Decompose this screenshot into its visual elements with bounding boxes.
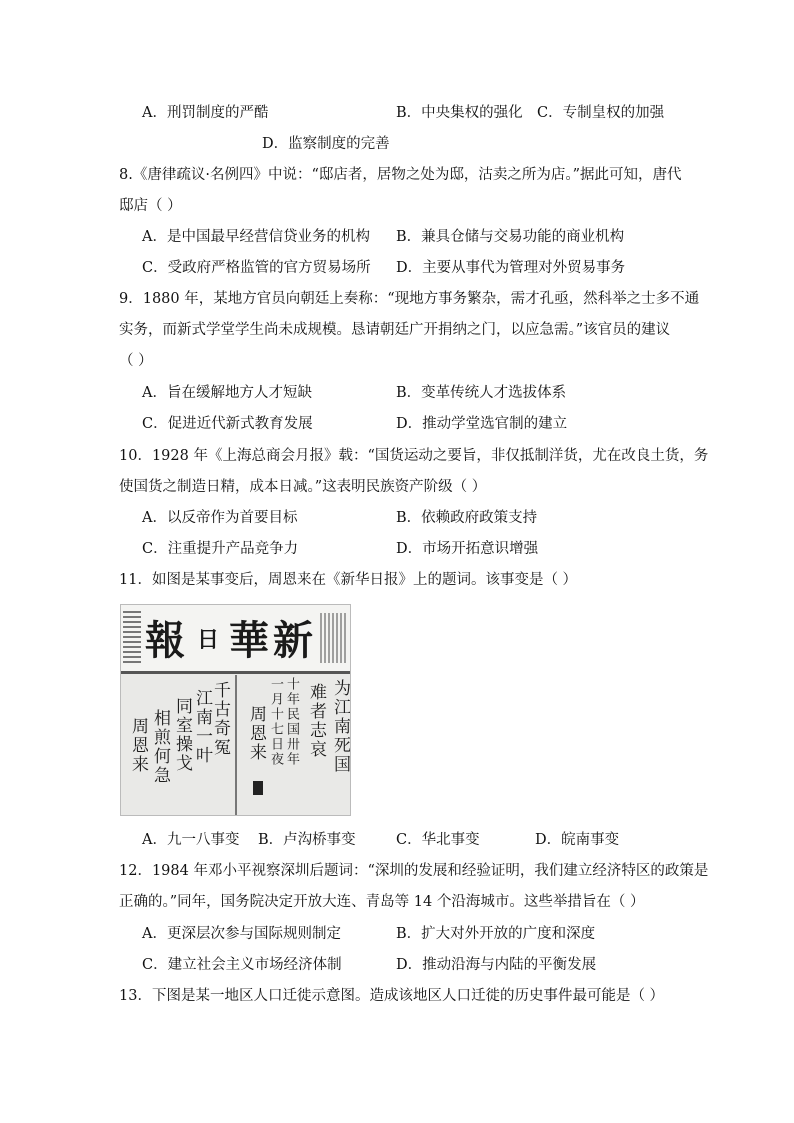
- newspaper-inscription-image: [120, 604, 351, 816]
- q9-stem-line1: 9．1880 年，某地方官员向朝廷上奏称：“现地方事务繁杂，需才孔亟，然科举之士多不通: [119, 291, 700, 307]
- q11-stem: 11．如图是某事变后，周恩来在《新华日报》上的题词。该事变是（ ）: [119, 572, 578, 588]
- q12-stem-line1: 12．1984 年邓小平视察深圳后题词：“深圳的发展和经验证明，我们建立经济特区的政策是: [119, 863, 709, 879]
- q11-option-b: B．卢沟桥事变: [258, 832, 356, 848]
- q7-option-d: D．监察制度的完善: [262, 136, 390, 152]
- q9-stem-line2: 实务，而新式学堂学生尚未成规模。恳请朝廷广开捐纳之门，以应急需。”该官员的建议: [119, 322, 671, 338]
- masthead-side-print: [320, 613, 346, 663]
- q9-stem-line3: （ ）: [119, 353, 153, 369]
- q7-option-b: B．中央集权的强化: [396, 105, 523, 121]
- q9-option-b: B．变革传统人才选拔体系: [396, 385, 567, 401]
- q12-option-d: D．推动沿海与内陆的平衡发展: [396, 957, 597, 973]
- masthead-char: 報: [145, 617, 185, 664]
- q8-option-c: C．受政府严格监管的官方贸易场所: [142, 260, 371, 276]
- q12-stem-line2: 正确的。”同年，国务院决定开放大连、青岛等 14 个沿海城市。这些举措旨在（ ）: [119, 894, 645, 910]
- q8-stem-line1: 8.《唐律疏议·名例四》中说：“邸店者，居物之处为邸，沽卖之所为店。”据此可知，唐代: [119, 167, 682, 183]
- q10-option-a: A．以反帝作为首要目标: [142, 510, 298, 526]
- q11-option-a: A．九一八事变: [142, 832, 240, 848]
- inscription-column: 同室操戈: [172, 697, 192, 773]
- q12-option-b: B．扩大对外开放的广度和深度: [396, 926, 596, 942]
- q10-option-b: B．依赖政府政策支持: [396, 510, 538, 526]
- q9-option-a: A．旨在缓解地方人才短缺: [142, 385, 312, 401]
- q7-option-a: A．刑罚制度的严酷: [142, 105, 269, 121]
- inscription-column: 难者志哀: [306, 683, 326, 759]
- q8-option-b: B．兼具仓储与交易功能的商业机构: [396, 229, 625, 245]
- q7-option-c: C．专制皇权的加强: [537, 105, 665, 121]
- q12-option-a: A．更深层次参与国际规则制定: [142, 926, 341, 942]
- q10-option-d: D．市场开拓意识增强: [396, 541, 539, 557]
- inscription-column: 一月十七日夜: [268, 677, 283, 767]
- masthead-side-print: [123, 611, 141, 663]
- q8-stem-line2: 邸店（ ）: [119, 198, 182, 214]
- q9-option-c: C．促进近代新式教育发展: [142, 416, 313, 432]
- column-divider: [235, 675, 237, 815]
- q9-option-d: D．推动学堂选官制的建立: [396, 416, 568, 432]
- inscription-column: 千古奇冤: [210, 681, 230, 757]
- inscription-column: 十年民国卅年: [284, 677, 299, 767]
- q8-option-d: D．主要从事代为管理对外贸易事务: [396, 260, 626, 276]
- newspaper-masthead: [121, 605, 350, 674]
- masthead-char: 華: [229, 617, 269, 664]
- inscription-column: 为江南死国: [330, 679, 350, 774]
- q11-option-c: C．华北事变: [396, 832, 480, 848]
- masthead-char: 新: [273, 617, 313, 664]
- q8-option-a: A．是中国最早经营信贷业务的机构: [142, 229, 370, 245]
- masthead-char: 日: [197, 627, 220, 653]
- inscription-signature: 周恩来: [246, 705, 266, 762]
- q13-stem: 13．下图是某一地区人口迁徙示意图。造成该地区人口迁徙的历史事件最可能是（ ）: [119, 988, 665, 1004]
- q10-option-c: C．注重提升产品竞争力: [142, 541, 299, 557]
- q12-option-c: C．建立社会主义市场经济体制: [142, 957, 342, 973]
- inscription-column: 江南一叶: [192, 689, 212, 765]
- inscription-column: 相煎何急: [150, 709, 170, 785]
- q10-stem-line1: 10．1928 年《上海总商会月报》载：“国货运动之要旨，非仅抵制洋货，尤在改良土货，务: [119, 448, 709, 464]
- q11-option-d: D．皖南事变: [535, 832, 620, 848]
- seal-stamp: [253, 781, 263, 795]
- inscription-signature: 周恩来: [128, 717, 148, 774]
- q10-stem-line2: 使国货之制造日精，成本日减。”这表明民族资产阶级（ ）: [119, 479, 487, 495]
